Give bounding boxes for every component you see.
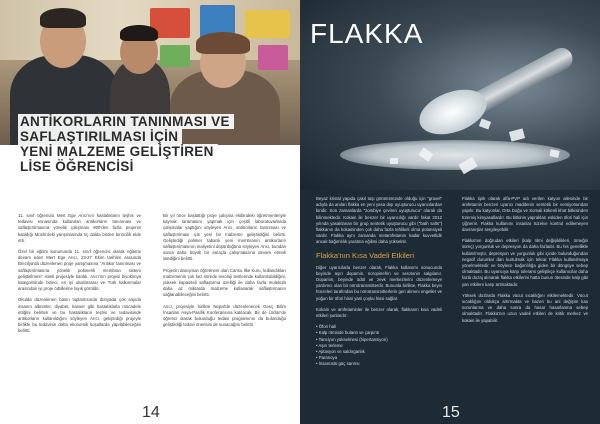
list-item: • Kalp ritminde bulantı ve çarpıntı (316, 330, 442, 336)
paragraph: Flakka tipik olarak alfa-PVP adı verilen katyon ailesinde bir amfetamin benzeri uyarıcı maddenin sentetik bir versiyonundan yapılır. Bu katyonlar, Orta Doğu ve Somali kökenli khat bitkisinden türemiş kimyasallardır. Bu bitkinin yaprakları eskiden öfori hali için çiğnenir. Flakka kullanımı insanlar tüzelve kontrol edilemeyen davranışlar sergileyebilir. (462, 196, 588, 233)
list-item: • Ajitasyon ve saldırganlık (316, 349, 442, 355)
title-line: ANTİKORLARIN TANINMASI VE (18, 114, 234, 129)
paragraph: Arıcı, projesiyle birlikte Nepal'de düzenlenecek Genç Bilim İnsanları Asya-Pasifik Konferansına katılacak. Bir de Ürdün'de öğrenci olarak bulunduğu tedavi programının da bulunduğu geliştirdiği tedavi önerisini de sunacağını belirtti. (163, 303, 286, 328)
list-item: • Tansiyon yükselmesi (hipertansiyon) (316, 337, 442, 343)
body-column-2 (163, 213, 286, 340)
article-body (18, 213, 286, 340)
list-item: • Aşırı terleme (316, 343, 442, 349)
body-column-1 (18, 213, 141, 340)
paragraph: Kokain ve amfetaminler ile benzer olarak, flakkanın kısa vadeli etkileri şunlardır: (316, 306, 442, 319)
title-line: LİSE ÖĞRENCİSİ (18, 159, 138, 174)
paragraph: Beyaz kristal yapıda çakıl taşı görünümünde olduğu için "gravel" adıyla da anılan flakka en yeni yasa dışı uyuşturucu uyarıcılardan biridir. Son zamanlarda "zombiye çeviren uyuşturucu" olarak da bilinmektedir. Kokain ile benzer bir uyarıcılığı vardır fakat 2012 yılında yasaklanan bir grup sentetik uyuşturucu gibi ("bath salts") flakkanın da kokaininden çok daha fazla tehlikeli olma potansiyeli vardır. Flakka aynı zamanda metamfetamin kadar kuvvetlidir ancak bağımlılık yaratma eğilimi daha yüksektir. (316, 196, 442, 245)
title-line: SAFLAŞTIRILMASI İÇİN (18, 129, 182, 144)
paragraph: Bir yıl önce başlattığı proje çalışma ekibindeki öğretmenleriyle kaynak taramasını yapmak için çeşitli laboratuvarlarda çalışmalar yaptığını söyleyen Arıcı, antikorların tanınması ve saflaştırılması için yeni bir malzeme geliştirdiğini belirtti. Geliştirdiği polimer tabanlı yeni membranın antikorların saflaştırılmasının maliyetini düşürdüğünü söyleyen Arıcı, bundan sonra daha büyük bir amaçla çalışmalarına devam etmek istediğini belirtti. (163, 213, 286, 262)
page-number: 14 (142, 404, 160, 421)
effects-list (316, 324, 442, 367)
paragraph: Yüksek dozlarda Flakka vücut sıcaklığını etkilemektedir. Vücut sıcaklığını oldukça artırmakta ve bazen bu ani değişim kas sorunlarına ve daha sonra da hasar hasarlanma sebep olmaktadır. Flakka'nın uzun vadeli etkileri de kritik merkez ve kokain ile yapabilir. (462, 292, 588, 323)
paragraph: Okulda düzenlenen basın toplantısında dünyada çok sayıda insanın albümler, diyabet, kanser gibi hastalıklarla mücadele ettiğini belirten ve bu hastalıkların teşhis ve tedavisinde antikorların kullanıldığını söyleyen Arıcı, geliştirdiği projeyle birlikte bu tedavinin daha ekonomik koşullarda yapılabileceğini belirtti. (18, 297, 141, 334)
body-column-2 (462, 196, 588, 372)
list-item: • Paranoya (316, 355, 442, 361)
page-number: 15 (442, 404, 460, 421)
paragraph: 11. sınıf öğrencisi Mert Ege Arıcı'nın hastalıkların teşhis ve tedavisi esnasında kullanılan antikorların tanınması ve saflaştırılmasına yönelik çalışması 800'den fazla projenin katıldığı Moshi'deki yarışmasında üç dalda birden birincilik elde etti. (18, 213, 141, 243)
list-item: • İnsanüstü güç sanrısı (316, 361, 442, 367)
body-column-1 (316, 196, 442, 372)
article-body (316, 196, 588, 372)
paragraph: Diğer uyarıcılarla benzer olarak, Flakka kullanımı sonucunda beyinde aşırı dopamin, noropinefrin ve serotonin salgılanır. Dopamin, beyinde ödül ve zevk merkezlerini düzenlemeye yardımcı olan bir nörotransmitterdir. Bununla birlikte, Flakka beyin hücreleri tarafından bu nörotransmitterlerin geri alımını engeller ve yoğun bir öfori hissi yani çoşku hissi sağlar. (316, 264, 442, 301)
paragraph: Projenin danışman öğretmeni olan Cansu İlke Kuru, kullandıkları malzemenin çok kez sürede seroloji testlerinde kullanılabildiğini, yüksek kapasiteli saflaştırma özelliği ile daha fazla molekülü daha az miktarda malzeme kullanarak saflaştırmanın sağlanabileceğini belirtti. (163, 267, 286, 298)
paragraph: Flakka'nın doğrudan etkileri (kalp ritmi değişiklikleri, örneğin süreç) yorgunluk ve depresyon da daha fazladır. Bu his genellikle kullanılmıştır, depresyon ve yorgunluk gibi içinde bulunduğundan negatif durumlar dan kurtulmak için tekrar Flakka kullanılmaya yönelmektedir ve böylece bağımlılığa giden bir döngüye sebep olmaktadır. Bu uyarıcıya karşı tolerans geliştikçe kullanıcılar daha fazla dozaj alınarak flakka etkilerini hatta bunun ötesinde kalp gibi yan etkilere karşı artmaktadır. (462, 238, 588, 287)
article-title (0, 108, 300, 174)
right-page (300, 0, 600, 424)
list-item: • Öfori hali (316, 324, 442, 330)
title-line: YENİ MALZEME GELİŞTİREN (18, 144, 218, 159)
page-title: FLAKKA (310, 18, 424, 49)
section-subhead: Flakka'nın Kısa Vadeli Etkileri (316, 250, 415, 260)
paragraph: Özel bir eğitim kurumunda 11. sınıf öğrencisi olarak eğitime devam eden Mert Ege Arıcı, 23-27 Ekim tarihleri arasında Brezilya'da düzenlenen proje yarışmasına "Antikor tanınması ve saflaştırılmasına yönelik polimerik membran sistem geliştirilmesi" isimli projesiyle katıldı. Arıcı'nın projesi biyokimya kategorisinde birinci, en iyi uluslararası ve Türk kalkınmalar arasından iyi proje ödüllerine layık görüldü. (18, 249, 141, 292)
